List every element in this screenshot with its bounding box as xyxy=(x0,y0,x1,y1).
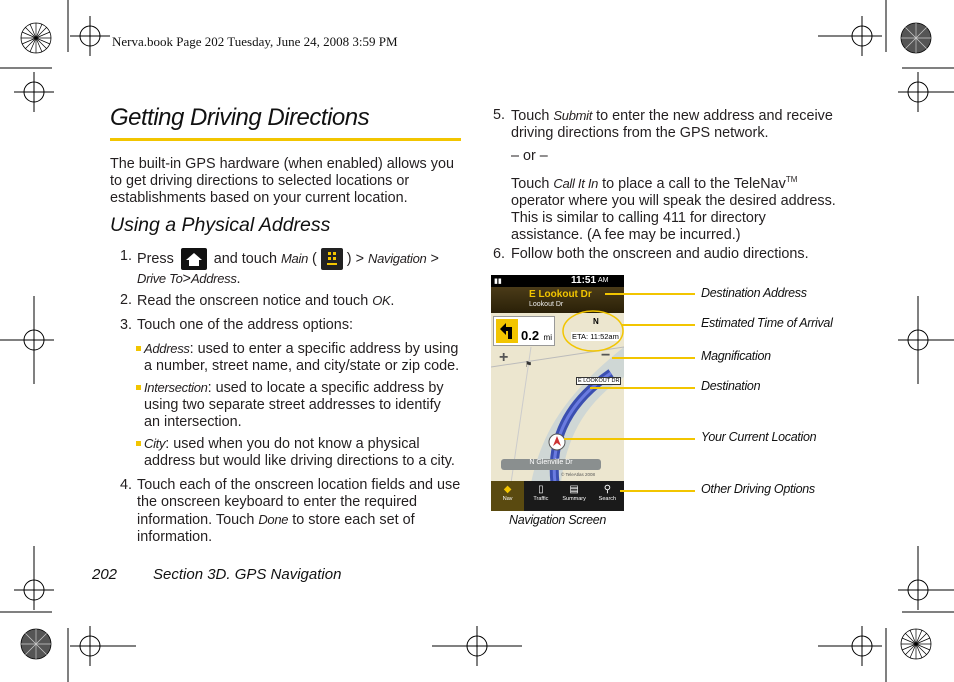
nav-tab-traffic[interactable]: ▯ Traffic xyxy=(524,481,557,511)
nav-tab-search[interactable]: ⚲ Search xyxy=(591,481,624,511)
callout-magnification: Magnification xyxy=(701,349,771,363)
section-title: Section 3D. GPS Navigation xyxy=(153,566,342,583)
step-2: 2. Read the onscreen notice and touch OK. xyxy=(120,292,395,309)
home-key-icon xyxy=(181,248,207,270)
callout-destination: Destination xyxy=(701,379,761,393)
eta-highlight xyxy=(560,308,626,354)
nav-tab-nav[interactable]: ◆ Nav xyxy=(491,481,524,511)
callout-line-current-location xyxy=(564,438,695,440)
callout-line-driving-options xyxy=(620,490,695,492)
callout-driving-options: Other Driving Options xyxy=(701,482,815,496)
step-3: 3. Touch one of the address options: xyxy=(120,317,354,333)
main-menu-icon xyxy=(321,248,343,270)
destination-label: E LOOKOUT DR xyxy=(578,378,620,384)
bullet-icon xyxy=(136,385,141,390)
distance-readout: 0.2 mi xyxy=(521,328,552,343)
street-header: E Lookout Dr Lookout Dr xyxy=(491,287,624,313)
turn-left-icon xyxy=(496,319,518,343)
step-number: 1. xyxy=(120,248,133,264)
svg-text:⚑: ⚑ xyxy=(525,360,533,369)
option-city: City: used when you do not know a physical address but would like driving directions to a city. xyxy=(136,435,460,470)
figure-caption: Navigation Screen xyxy=(509,513,607,527)
option-address: Address: used to enter a specific address by using a number, street name, and city/state or zip code. xyxy=(136,340,460,375)
eta-readout: ETA: 11:52am xyxy=(572,332,619,341)
print-header: Nerva.book Page 202 Tuesday, June 24, 2008 3:59 PM xyxy=(112,34,398,49)
callout-line-eta xyxy=(622,324,695,326)
step-6: 6. Follow both the onscreen and audio directions. xyxy=(493,246,809,262)
bottom-nav xyxy=(491,481,624,511)
nav-icon: ◆ xyxy=(503,484,512,495)
bullet-icon xyxy=(136,346,141,351)
callout-destination-address: Destination Address xyxy=(701,286,807,300)
title-rule xyxy=(110,138,461,141)
bullet-icon xyxy=(136,441,141,446)
current-location-icon xyxy=(549,434,565,450)
status-bar: ▮▮ 11:51 AM xyxy=(491,275,624,287)
callout-current-location: Your Current Location xyxy=(701,430,817,444)
zoom-out-button[interactable]: − xyxy=(601,347,611,364)
intro-paragraph: The built-in GPS hardware (when enabled) allows you to get driving directions to selected locations or establishments based on your current location. xyxy=(110,156,454,206)
traffic-icon: ▯ xyxy=(538,484,544,495)
current-street: N Glenville Dr xyxy=(501,459,601,470)
callout-eta: Estimated Time of Arrival xyxy=(701,316,833,330)
signal-icon: ▮▮ xyxy=(494,278,502,285)
summary-icon: ▤ xyxy=(569,484,579,495)
callout-line-destination xyxy=(590,387,695,389)
compass: N xyxy=(593,317,599,326)
step-5: 5. Touch Submit to enter the new address and receive driving directions from the GPS network. – or – Touch Call It In to place a call to the TeleNav™ operator where you will speak the desired address. This is similar to calling 411 for directory assistance. (A fee may be incurred.) xyxy=(493,107,836,243)
nav-tab-summary[interactable]: ▤ Summary xyxy=(558,481,591,511)
step-4: 4. Touch each of the onscreen location fields and use the onscreen keyboard to enter the required information. Touch Done to store each set of information. xyxy=(120,477,461,545)
step-1: 1. Press and touch Main ( ) > Navigation > Drive To>Address. xyxy=(120,248,439,287)
copyright: © TeleAtlas 2008 xyxy=(561,472,596,477)
option-intersection: Intersection: used to locate a specific address by using two separate street addresses to identify an intersection. xyxy=(136,379,460,431)
search-icon: ⚲ xyxy=(603,484,612,495)
page-title: Getting Driving Directions xyxy=(110,104,370,131)
section-subtitle: Using a Physical Address xyxy=(110,214,331,236)
page-number: 202 xyxy=(92,566,118,583)
callout-line-magnification xyxy=(612,357,695,359)
zoom-in-button[interactable]: + xyxy=(499,349,509,366)
callout-line-destination-address xyxy=(605,293,695,295)
